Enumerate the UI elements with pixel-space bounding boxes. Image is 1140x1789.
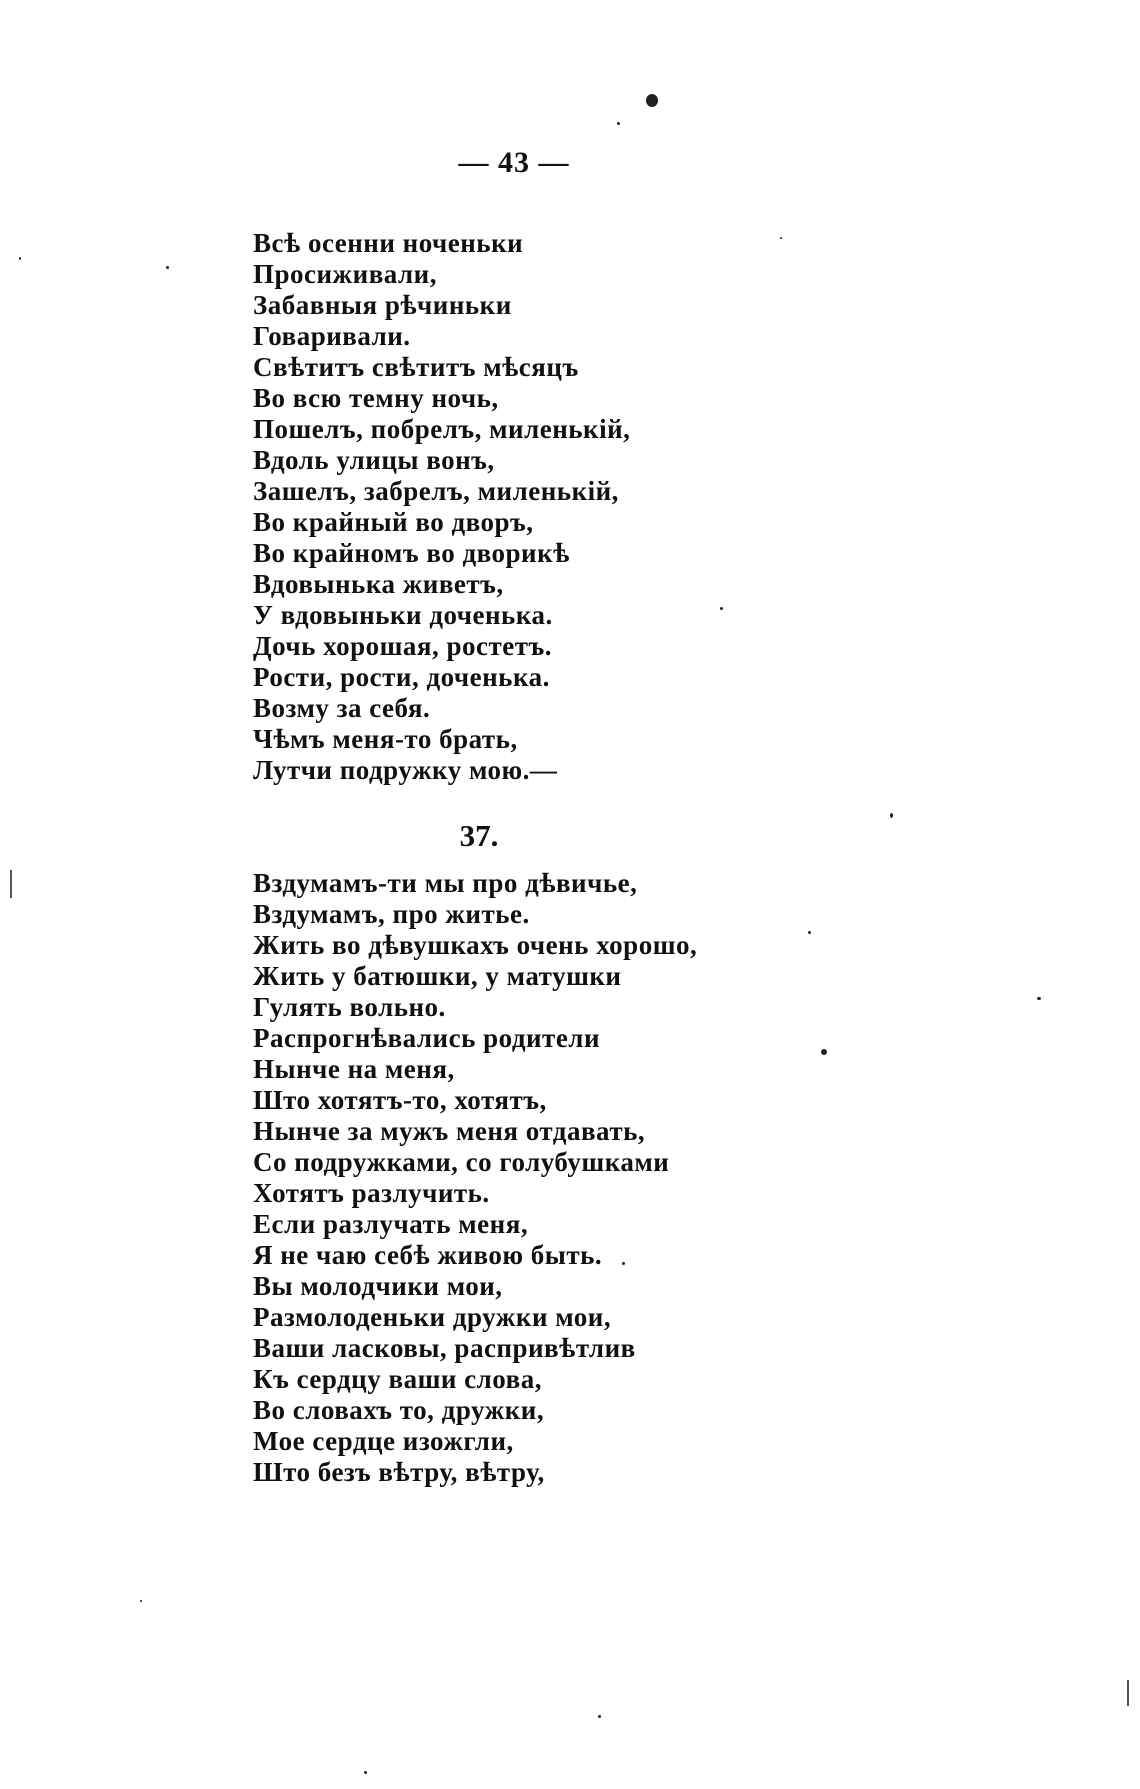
verse-line: Нынче на меня, <box>253 1054 455 1084</box>
verse-line: Всѣ осенни ноченьки <box>253 228 524 258</box>
verse-line: Во крайномъ во дворикѣ <box>253 538 570 568</box>
verse-line: Жить у батюшки, у матушки <box>253 961 622 991</box>
scan-speck <box>808 931 811 934</box>
verse-line: Размолоденьки дружки мои, <box>253 1302 612 1332</box>
verse-line: Во крайный во дворъ, <box>253 507 534 537</box>
verse-line: Свѣтитъ свѣтитъ мѣсяцъ <box>253 352 579 382</box>
scan-speck <box>364 1771 367 1774</box>
verse-line: Говаривали. <box>253 321 411 351</box>
verse-line: Зашелъ, забрелъ, миленькій, <box>253 476 619 506</box>
verse-line: Къ сердцу ваши слова, <box>253 1364 542 1394</box>
scan-speck <box>622 1262 625 1265</box>
verse-line: Жить во дѣвушкахъ очень хорошо, <box>253 930 698 960</box>
scan-speck <box>780 237 782 239</box>
page-number: — 43 — <box>458 146 570 179</box>
verse-line: Хотятъ разлучить. <box>253 1178 490 1208</box>
verse-line: Мое сердце изожгли, <box>253 1426 514 1456</box>
verse-line: Лутчи подружку мою.— <box>253 755 558 785</box>
scan-speck <box>140 1600 142 1602</box>
scan-speck <box>720 607 723 610</box>
scan-speck <box>617 122 620 125</box>
verse-line: Ваши ласковы, распривѣтлив <box>253 1333 636 1363</box>
verse-line: Если разлучать меня, <box>253 1209 529 1239</box>
ink-blot <box>646 94 658 107</box>
poem-number: 37. <box>459 818 499 853</box>
verse-line: Вдоль улицы вонъ, <box>253 445 495 475</box>
verse-line: Што хотятъ-то, хотятъ, <box>253 1085 547 1115</box>
verse-line: Во словахъ то, дружки, <box>253 1395 545 1425</box>
poem-37 <box>253 868 697 1488</box>
scan-edge-mark <box>1127 1680 1129 1706</box>
verse-line: Вздумамъ, про житье. <box>253 899 530 929</box>
scan-speck <box>890 813 893 818</box>
scan-speck <box>166 266 169 269</box>
verse-line: Дочь хорошая, ростетъ. <box>253 631 553 661</box>
verse-line: Я не чаю себѣ живою быть. <box>253 1240 603 1270</box>
scan-speck <box>19 257 21 260</box>
verse-line: Вдовынька живетъ, <box>253 569 504 599</box>
verse-line: Возму за себя. <box>253 693 431 723</box>
verse-line: Вздумамъ-ти мы про дѣвичье, <box>253 868 638 898</box>
verse-line: Во всю темну ночь, <box>253 383 499 413</box>
verse-line: Забавныя рѣчиньки <box>253 290 512 320</box>
verse-line: Пошелъ, побрелъ, миленькій, <box>253 414 631 444</box>
verse-line: Распрогнѣвались родители <box>253 1023 601 1053</box>
verse-line: Просиживали, <box>253 259 437 289</box>
scan-edge-mark <box>10 870 12 898</box>
verse-line: Нынче за мужъ меня отдавать, <box>253 1116 646 1146</box>
verse-line: Рости, рости, доченька. <box>253 662 550 692</box>
verse-line: У вдовыньки доченька. <box>253 600 553 630</box>
verse-line: Со подружками, со голубушками <box>253 1147 670 1177</box>
scan-speck <box>598 1715 601 1718</box>
verse-line: Гулять вольно. <box>253 992 446 1022</box>
poem-continuation <box>253 228 630 786</box>
verse-line: Што безъ вѣтру, вѣтру, <box>253 1457 545 1487</box>
scan-speck <box>821 1049 827 1055</box>
verse-line: Вы молодчики мои, <box>253 1271 503 1301</box>
scan-speck <box>1037 997 1041 1000</box>
verse-line: Чѣмъ меня-то брать, <box>253 724 518 754</box>
